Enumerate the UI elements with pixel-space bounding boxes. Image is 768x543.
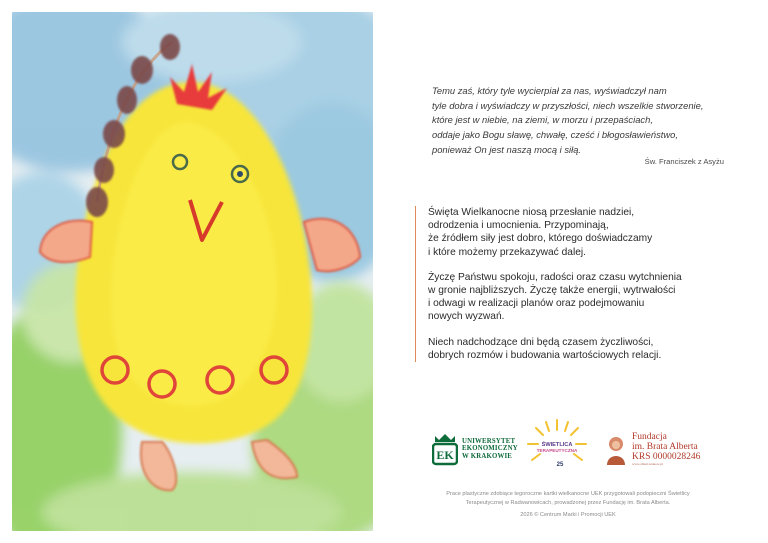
message-line: i które możemy przekazywać dalej. <box>428 246 586 258</box>
uek-logo <box>432 432 518 466</box>
fundacja-line: Fundacja <box>632 432 667 442</box>
swietlica-line-2: TERAPEUTYCZNA <box>536 448 578 453</box>
message-line: w gronie najbliższych. Życzę także energii, wytrwałości <box>428 285 676 297</box>
message-line: odrodzenia i umocnienia. Przypominają, <box>428 220 609 232</box>
swietlica-line-1: ŚWIETLICA <box>541 442 573 448</box>
message-paragraph <box>428 271 725 324</box>
chick-painting <box>12 12 373 531</box>
uek-crest-icon <box>432 432 458 466</box>
footer-note <box>395 490 741 508</box>
uek-name-line: W KRAKOWIE <box>462 452 513 460</box>
fundacja-name <box>632 432 700 467</box>
quote-line: oddaje jako Bogu sławę, chwałę, cześć i błogosławieństwo, <box>432 129 678 141</box>
message-line: dobrych rozmów i budowania wartościowych relacji. <box>428 349 662 361</box>
quote-line: ponieważ On jest naszą mocą i siłą. <box>432 143 582 155</box>
copyright: 2026 © Centrum Marki i Promocji UEK <box>520 512 616 518</box>
saint-quote <box>432 84 722 158</box>
easter-message <box>415 206 725 362</box>
fundacja-krs: KRS 0000028246 <box>632 452 701 462</box>
fundacja-logo <box>604 432 700 467</box>
footer-line: Terapeutycznej w Radwanowicach, prowadzonej przez Fundację im. Brata Alberta. <box>465 500 671 506</box>
partner-logos <box>432 418 732 478</box>
uek-mark: EK <box>436 448 454 462</box>
quote-line: które jest w niebie, na ziemi, w morzu i przepaściach, <box>432 114 653 126</box>
fundacja-line: im. Brata Alberta <box>632 442 698 452</box>
brother-albert-portrait-icon <box>604 435 628 465</box>
message-line: że źródłem siły jest dobro, którego doświadczamy <box>428 233 653 245</box>
message-line: Życzę Państwu spokoju, radości oraz czasu wytchnienia <box>428 271 682 283</box>
message-line: i odwagi w realizacji planów oraz podejmowaniu <box>428 298 645 310</box>
swietlica-logo <box>524 418 590 474</box>
uek-name-line: UNIWERSYTET <box>462 437 516 445</box>
uek-name <box>462 438 518 461</box>
uek-name-line: EKONOMICZNY <box>462 445 518 453</box>
message-line: Niech nadchodzące dni będą czasem życzliwości, <box>428 336 654 348</box>
swietlica-year: 25 <box>556 462 564 468</box>
message-paragraph <box>428 206 725 259</box>
quote-line: tyle dobra i wyświadczy w przyszłości, niech wszelkie stworzenie, <box>432 99 704 111</box>
message-paragraph <box>428 336 725 362</box>
message-line: Święta Wielkanocne niosą przesłanie nadziei, <box>428 207 635 218</box>
sun-icon <box>524 418 590 474</box>
message-line: nowych wyzwań. <box>428 311 505 323</box>
quote-line: Temu zaś, który tyle wycierpiał za nas, wyświadczył nam <box>432 85 667 96</box>
quote-author: Św. Franciszek z Asyżu <box>644 157 724 166</box>
chick-painting-svg <box>12 12 373 531</box>
footer-line: Prace plastyczne zdobiące tegoroczne kartki wielkanocne UEK przygotowali podopieczni Świetlicy <box>446 491 690 497</box>
fundacja-url: www.albert.krakow.pl <box>632 462 663 466</box>
